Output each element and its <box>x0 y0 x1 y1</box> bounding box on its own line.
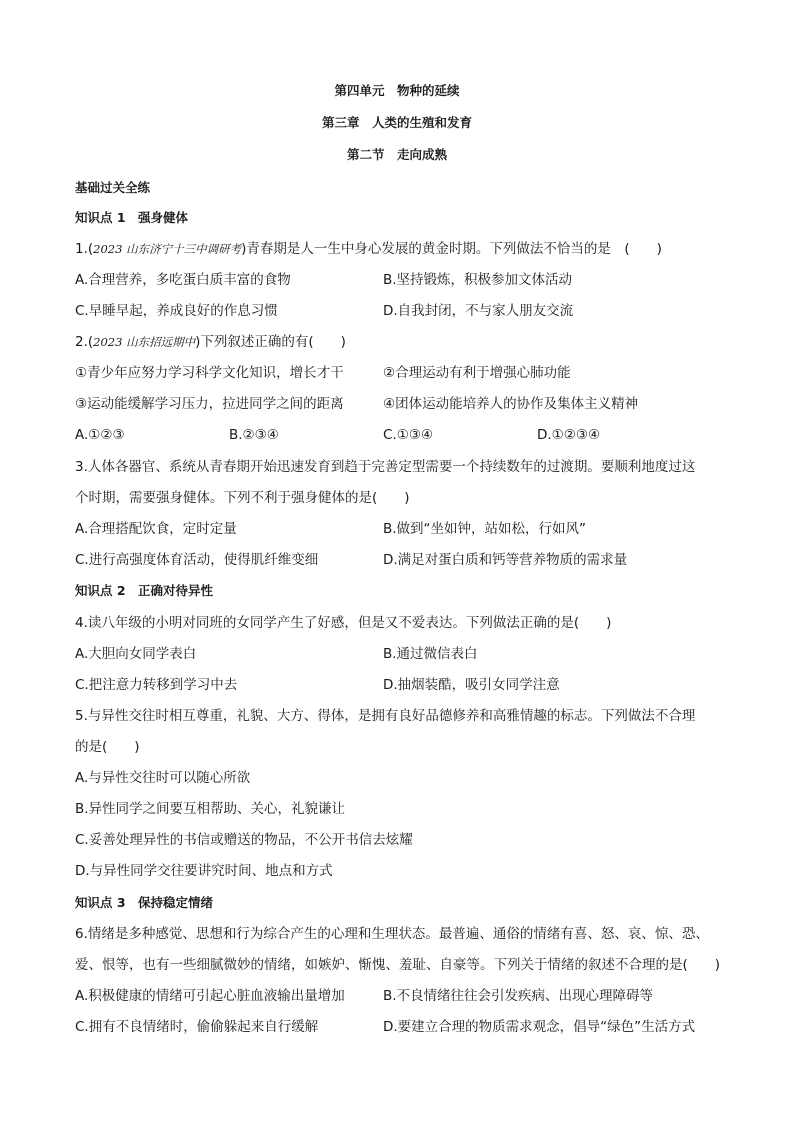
question-6-option-d: D.要建立合理的物质需求观念，倡导“绿色”生活方式 <box>383 1019 696 1035</box>
knowledge-point-1: 知识点 1 强身健体 <box>75 210 189 225</box>
question-1-text: )青春期是人一生中身心发展的黄金时期。下列做法不恰当的是 ( ) <box>241 241 662 257</box>
question-1-number: 1.( <box>75 241 94 257</box>
knowledge-point-2: 知识点 2 正确对待异性 <box>75 583 214 598</box>
question-6-option-b: B.不良情绪往往会引发疾病、出现心理障碍等 <box>383 988 654 1004</box>
question-2-option-c: C.①③④ <box>383 427 434 443</box>
question-2-statement-1: ①青少年应努力学习科学文化知识，增长才干 <box>75 365 344 381</box>
question-5-option-d: D.与异性同学交往要讲究时间、地点和方式 <box>75 863 333 879</box>
question-2-statement-3: ③运动能缓解学习压力，拉进同学之间的距离 <box>75 396 344 412</box>
practice-title: 基础过关全练 <box>75 180 151 195</box>
question-6-option-a: A.积极健康的情绪可引起心脏血液输出量增加 <box>75 988 345 1004</box>
knowledge-point-3: 知识点 3 保持稳定情绪 <box>75 895 214 910</box>
question-2-source: 2023 山东招远期中 <box>93 335 196 349</box>
question-5-stem-line-2: 的是( ) <box>75 739 140 755</box>
question-4-option-c: C.把注意力转移到学习中去 <box>75 677 238 693</box>
question-1-option-a: A.合理营养，多吃蛋白质丰富的食物 <box>75 272 291 288</box>
question-5-option-b: B.异性同学之间要互相帮助、关心，礼貌谦让 <box>75 801 346 817</box>
question-2-statement-2: ②合理运动有利于增强心肺功能 <box>383 365 571 381</box>
question-2-statement-4: ④团体运动能培养人的协作及集体主义精神 <box>383 396 639 412</box>
question-1-stem <box>75 240 662 258</box>
question-6-stem-line-2: 爱、恨等，也有一些细腻微妙的情绪，如嫉妒、惭愧、羞耻、自豪等。下列关于情绪的叙述不合理的是( ) <box>75 957 721 973</box>
chapter-title: 第三章 人类的生殖和发育 <box>321 115 472 130</box>
question-4-option-b: B.通过微信表白 <box>383 646 478 662</box>
question-3-option-c: C.进行高强度体育活动，使得肌纤维变细 <box>75 552 319 568</box>
question-3-option-d: D.满足对蛋白质和钙等营养物质的需求量 <box>383 552 628 568</box>
question-5-option-c: C.妥善处理异性的书信或赠送的物品，不公开书信去炫耀 <box>75 832 413 848</box>
question-3-stem-line-1: 3.人体各器官、系统从青春期开始迅速发育到趋于完善定型需要一个持续数年的过渡期。要顺利地度过这 <box>75 459 696 475</box>
section-title: 第二节 走向成熟 <box>346 147 447 162</box>
question-5-stem-line-1: 5.与异性交往时相互尊重，礼貌、大方、得体，是拥有良好品德修养和高雅情趣的标志。下列做法不合理 <box>75 708 696 724</box>
question-1-option-b: B.坚持锻炼，积极参加文体活动 <box>383 272 573 288</box>
question-2-option-d: D.①②③④ <box>537 427 601 443</box>
question-6-stem-line-1: 6.情绪是多种感觉、思想和行为综合产生的心理和生理状态。最普遍、通俗的情绪有喜、怒、哀、惊、恐、 <box>75 926 709 942</box>
question-4-option-d: D.抽烟装酷，吸引女同学注意 <box>383 677 560 693</box>
question-1-option-d: D.自我封闭，不与家人朋友交流 <box>383 303 574 319</box>
question-1-option-c: C.早睡早起，养成良好的作息习惯 <box>75 303 278 319</box>
question-4-option-a: A.大胆向女同学表白 <box>75 646 197 662</box>
question-3-stem-line-2: 个时期，需要强身健体。下列不利于强身健体的是( ) <box>75 490 410 506</box>
question-2-text: )下列叙述正确的有( ) <box>195 334 346 350</box>
question-6-option-c: C.拥有不良情绪时，偷偷躲起来自行缓解 <box>75 1019 319 1035</box>
question-3-option-a: A.合理搭配饮食，定时定量 <box>75 521 237 537</box>
unit-title: 第四单元 物种的延续 <box>334 83 460 98</box>
question-2-stem <box>75 333 346 351</box>
question-2-option-b: B.②③④ <box>229 427 279 443</box>
question-2-number: 2.( <box>75 334 94 350</box>
question-3-option-b: B.做到“坐如钟，站如松，行如风” <box>383 521 587 537</box>
question-5-option-a: A.与异性交往时可以随心所欲 <box>75 770 251 786</box>
question-1-source: 2023 山东济宁十三中调研考 <box>93 242 242 256</box>
question-2-option-a: A.①②③ <box>75 427 125 443</box>
question-4-stem: 4.读八年级的小明对同班的女同学产生了好感，但是又不爱表达。下列做法正确的是( ) <box>75 615 612 631</box>
